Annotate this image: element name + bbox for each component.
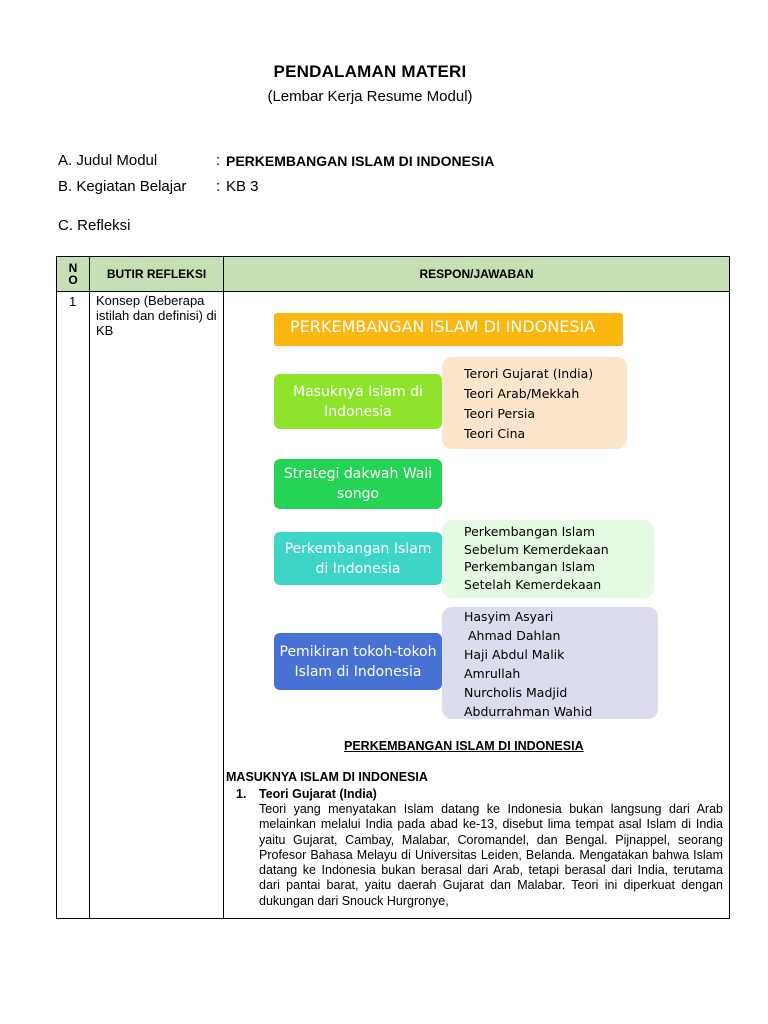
- item-body-text: Teori yang menyatakan Islam datang ke Indonesia bukan langsung dari Arab melainkan melalui India pada abad ke-13, disebut lima tempat asal Islam di India yaitu Gujarat, Cambay, Malabar, Coromandel, dan Bengal. Pijnappel, seorang Profesor Bahasa Melayu di Universitas Leiden, Belanda. Mengatakan bahwa Islam datang ke Indonesia bukan berasal dari Arab, tetapi berasal dari India, terutama dari pantai barat, yaitu daerah Gujarat dan Malabar. Teori ini diperkuat dengan dukungan dari Snouck Hurgronye,: [259, 802, 723, 908]
- reflection-row: [58, 217, 131, 234]
- row-butir: Konsep (Beberapa istilah dan definisi) di KB: [90, 292, 224, 919]
- document-title: PENDALAMAN MATERI: [273, 62, 467, 81]
- header-respon: RESPON/JAWABAN: [224, 257, 730, 292]
- list-item: Perkembangan Islam: [464, 524, 596, 539]
- list-item: Ahmad Dahlan: [468, 628, 561, 643]
- diagram-node-pemikiran: Pemikiran tokoh-tokoh Islam di Indonesia: [274, 633, 442, 690]
- panel-theories: [442, 357, 627, 449]
- diagram-title: PERKEMBANGAN ISLAM DI INDONESIA: [274, 313, 623, 346]
- list-item: Sebelum Kemerdekaan: [464, 541, 609, 557]
- header-butir: BUTIR REFLEKSI: [90, 257, 224, 292]
- list-item: Terori Gujarat (India): [464, 366, 594, 381]
- panel-development: [442, 520, 654, 598]
- diagram-node-strategi: Strategi dakwah Wali songo: [274, 459, 442, 509]
- list-item: Teori Persia: [464, 406, 536, 421]
- document-subtitle: (Lembar Kerja Resume Modul): [267, 88, 473, 105]
- list-item: Abdurrahman Wahid: [464, 704, 593, 719]
- learning-activity-label: B. Kegiatan Belajar: [58, 178, 187, 195]
- module-title-row: [58, 152, 495, 169]
- row-number: 1: [57, 292, 90, 919]
- header-no: [57, 257, 90, 292]
- row-response: [224, 292, 730, 919]
- section-heading: PERKEMBANGAN ISLAM DI INDONESIA: [344, 739, 584, 753]
- list-item: Teori Arab/Mekkah: [464, 386, 580, 401]
- list-item: Teori Cina: [464, 426, 526, 441]
- list-item: Amrullah: [464, 666, 521, 681]
- item-title-text: Teori Gujarat (India): [259, 787, 377, 801]
- learning-activity-colon: :: [216, 178, 221, 195]
- list-item: Hasyim Asyari: [464, 609, 554, 624]
- diagram-node-masuknya: Masuknya Islam di Indonesia: [274, 374, 442, 429]
- item-title: [236, 787, 377, 801]
- module-title-value: PERKEMBANGAN ISLAM DI INDONESIA: [226, 153, 495, 169]
- reflection-label: C. Refleksi: [58, 217, 131, 234]
- learning-activity-row: [58, 178, 259, 195]
- item-number: 1.: [236, 787, 247, 801]
- table-row: [57, 292, 730, 919]
- reflection-table: [56, 256, 730, 919]
- module-title-colon: :: [216, 152, 221, 169]
- list-item: Nurcholis Madjid: [464, 685, 568, 700]
- header-no-label: NO: [68, 261, 78, 287]
- sub-heading: MASUKNYA ISLAM DI INDONESIA: [226, 770, 428, 784]
- learning-activity-value: KB 3: [226, 178, 259, 195]
- module-title-label: A. Judul Modul: [58, 152, 158, 169]
- list-item: Perkembangan Islam: [464, 559, 596, 574]
- list-item: Haji Abdul Malik: [464, 647, 565, 662]
- list-item: Setelah Kemerdekaan: [464, 576, 602, 592]
- diagram-node-perkembangan: Perkembangan Islam di Indonesia: [274, 532, 442, 585]
- panel-figures: [442, 607, 658, 719]
